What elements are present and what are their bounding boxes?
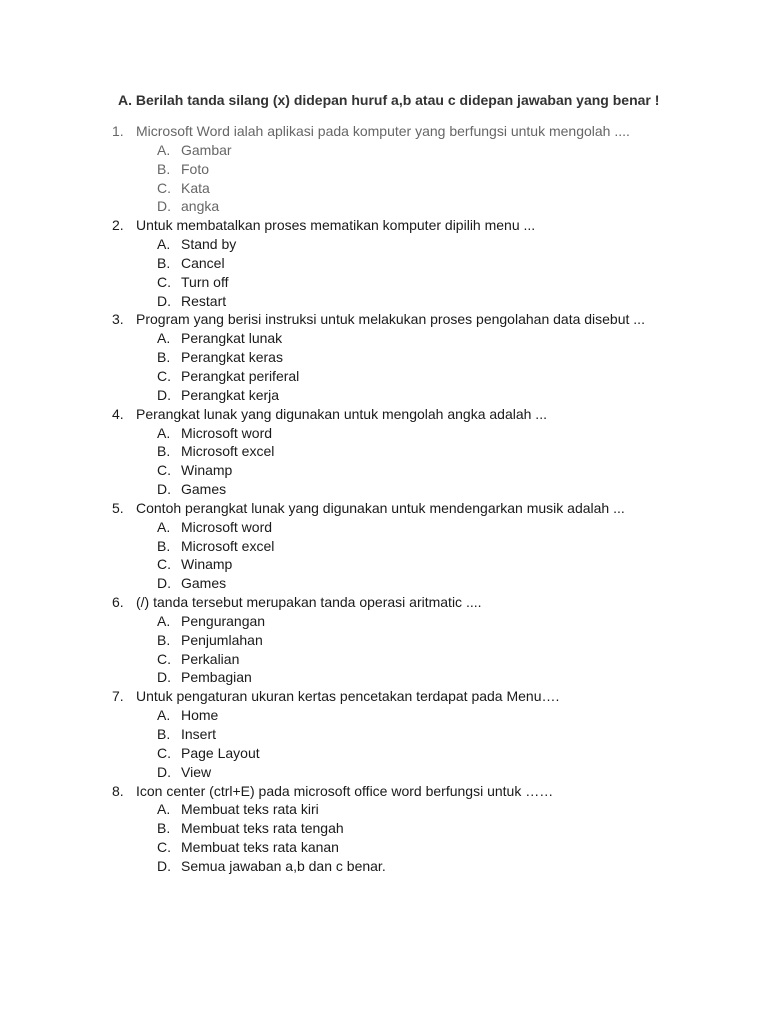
option-letter: D. xyxy=(157,292,171,309)
option-text: Membuat teks rata kanan xyxy=(181,839,339,856)
option-letter: A. xyxy=(157,141,171,158)
question-row xyxy=(0,687,768,706)
option-text: Perkalian xyxy=(181,650,240,667)
question-text: Untuk pengaturan ukuran kertas pencetakan terdapat pada Menu…. xyxy=(136,688,560,705)
question-text: Untuk membatalkan proses mematikan komputer dipilih menu ... xyxy=(136,217,536,234)
option-text: Pengurangan xyxy=(181,612,266,629)
option-text: Insert xyxy=(181,726,217,742)
option-letter: B. xyxy=(157,443,171,460)
answer-option[interactable] xyxy=(0,179,768,198)
answer-option[interactable] xyxy=(0,650,768,669)
question-item xyxy=(0,122,768,216)
option-text: Games xyxy=(181,575,227,592)
option-text: Perangkat keras xyxy=(181,349,283,366)
option-text: Perangkat lunak xyxy=(181,330,283,347)
question-number: 1. xyxy=(112,123,124,139)
answer-option[interactable] xyxy=(0,800,768,819)
option-text: Kata xyxy=(181,179,210,196)
answer-option[interactable] xyxy=(0,442,768,461)
question-row xyxy=(0,310,768,329)
question-item xyxy=(0,405,768,499)
option-text: Membuat teks rata tengah xyxy=(181,820,344,837)
option-text: Restart xyxy=(181,292,227,309)
option-letter: D. xyxy=(157,198,171,215)
answer-option[interactable] xyxy=(0,367,768,386)
option-letter: A. xyxy=(157,801,171,818)
question-row xyxy=(0,593,768,612)
answer-option[interactable] xyxy=(0,254,768,273)
option-text: Membuat teks rata kiri xyxy=(181,801,319,818)
option-text: Cancel xyxy=(181,254,225,271)
answer-option[interactable] xyxy=(0,706,768,725)
question-row xyxy=(0,216,768,235)
question-item xyxy=(0,593,768,687)
answer-option[interactable] xyxy=(0,461,768,480)
question-number: 3. xyxy=(112,311,124,328)
answer-option[interactable] xyxy=(0,838,768,857)
question-item xyxy=(0,216,768,310)
answer-option[interactable] xyxy=(0,197,768,216)
answer-option[interactable] xyxy=(0,555,768,574)
option-text: Microsoft word xyxy=(181,518,273,535)
question-item xyxy=(0,782,768,876)
option-text: View xyxy=(181,763,212,780)
answer-option[interactable] xyxy=(0,744,768,763)
answer-option[interactable] xyxy=(0,424,768,443)
question-number: 5. xyxy=(112,499,124,516)
question-item xyxy=(0,310,768,404)
option-letter: D. xyxy=(157,575,171,592)
question-text: Program yang berisi instruksi untuk melakukan proses pengolahan data disebut ... xyxy=(136,311,645,328)
option-letter: C. xyxy=(157,367,171,384)
answer-option[interactable] xyxy=(0,273,768,292)
option-letter: C. xyxy=(157,650,171,667)
option-text: Penjumlahan xyxy=(181,631,263,648)
option-text: Winamp xyxy=(181,462,233,479)
option-letter: B. xyxy=(157,631,171,648)
option-letter: C. xyxy=(157,556,171,573)
question-text: Icon center (ctrl+E) pada microsoft office word berfungsi untuk …… xyxy=(136,782,554,799)
answer-option[interactable] xyxy=(0,386,768,405)
page-heading: A. Berilah tanda silang (x) didepan huruf a,b atau c didepan jawaban yang benar ! xyxy=(118,92,660,108)
option-letter: A. xyxy=(157,330,171,347)
answer-option[interactable] xyxy=(0,292,768,311)
answer-option[interactable] xyxy=(0,763,768,782)
option-text: Page Layout xyxy=(181,744,260,761)
answer-option[interactable] xyxy=(0,574,768,593)
option-letter: A. xyxy=(157,518,171,535)
option-letter: C. xyxy=(157,273,171,290)
answer-option[interactable] xyxy=(0,235,768,254)
question-text: Microsoft Word ialah aplikasi pada komputer yang berfungsi untuk mengolah .... xyxy=(136,123,630,139)
option-letter: C. xyxy=(157,462,171,479)
question-number: 8. xyxy=(112,782,124,799)
option-text: Perangkat kerja xyxy=(181,386,280,403)
question-item xyxy=(0,499,768,593)
option-text: Pembagian xyxy=(181,669,252,686)
option-letter: D. xyxy=(157,857,171,874)
answer-option[interactable] xyxy=(0,631,768,650)
option-letter: A. xyxy=(157,236,171,253)
answer-option[interactable] xyxy=(0,141,768,160)
answer-option[interactable] xyxy=(0,329,768,348)
question-item xyxy=(0,687,768,781)
option-text: Microsoft excel xyxy=(181,443,275,460)
option-letter: A. xyxy=(157,612,171,629)
option-text: Foto xyxy=(181,160,210,177)
answer-option[interactable] xyxy=(0,857,768,876)
option-text: Turn off xyxy=(181,273,229,290)
option-letter: A. xyxy=(157,707,171,724)
answer-option[interactable] xyxy=(0,537,768,556)
question-row xyxy=(0,122,768,141)
option-letter: D. xyxy=(157,386,171,403)
option-text: Games xyxy=(181,481,227,498)
option-letter: A. xyxy=(157,424,171,441)
option-text: Semua jawaban a,b dan c benar. xyxy=(181,857,386,874)
option-letter: D. xyxy=(157,763,171,780)
question-row xyxy=(0,499,768,518)
answer-option[interactable] xyxy=(0,668,768,687)
option-letter: B. xyxy=(157,349,171,366)
question-number: 6. xyxy=(112,594,124,611)
question-text: Perangkat lunak yang digunakan untuk mengolah angka adalah ... xyxy=(136,405,547,422)
question-number: 2. xyxy=(112,217,124,234)
option-text: Microsoft word xyxy=(181,424,273,441)
question-row xyxy=(0,405,768,424)
option-letter: D. xyxy=(157,669,171,686)
question-row xyxy=(0,782,768,801)
option-letter: B. xyxy=(157,160,171,177)
answer-option[interactable] xyxy=(0,348,768,367)
answer-option[interactable] xyxy=(0,612,768,631)
question-number: 7. xyxy=(112,688,124,705)
option-letter: C. xyxy=(157,839,171,856)
answer-option[interactable] xyxy=(0,725,768,744)
option-text: Home xyxy=(181,707,219,724)
option-text: Perangkat periferal xyxy=(181,367,300,384)
option-text: Winamp xyxy=(181,556,233,573)
option-letter: C. xyxy=(157,179,171,196)
option-text: Gambar xyxy=(181,141,232,158)
question-text: (/) tanda tersebut merupakan tanda operasi aritmatic .... xyxy=(136,594,482,611)
answer-option[interactable] xyxy=(0,518,768,537)
answer-option[interactable] xyxy=(0,160,768,179)
question-text: Contoh perangkat lunak yang digunakan untuk mendengarkan musik adalah ... xyxy=(136,499,625,516)
option-text: Stand by xyxy=(181,236,237,253)
option-letter: B. xyxy=(157,726,171,742)
option-letter: B. xyxy=(157,254,171,271)
option-letter: B. xyxy=(157,820,171,837)
option-letter: B. xyxy=(157,537,171,554)
option-text: angka xyxy=(181,198,220,215)
option-letter: C. xyxy=(157,744,171,761)
option-text: Microsoft excel xyxy=(181,537,275,554)
answer-option[interactable] xyxy=(0,819,768,838)
question-list xyxy=(0,122,768,876)
option-letter: D. xyxy=(157,481,171,498)
question-number: 4. xyxy=(112,405,124,422)
answer-option[interactable] xyxy=(0,480,768,499)
